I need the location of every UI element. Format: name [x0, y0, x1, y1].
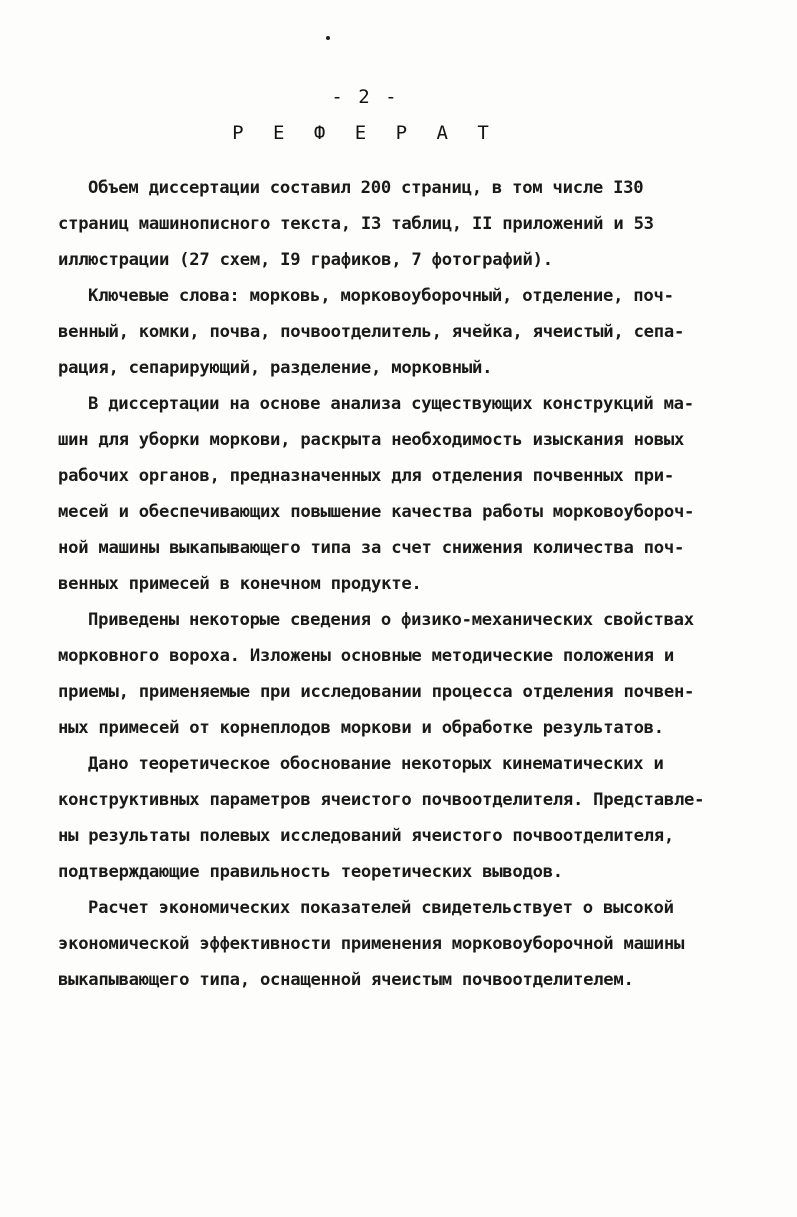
page-title: Р Е Ф Е Р А Т	[232, 122, 498, 144]
paragraph-keywords	[58, 278, 748, 386]
text-line: приемы, применяемые при исследовании процесса отделения почвен-	[58, 682, 695, 702]
text-line: конструктивных параметров ячеистого почвоотделителя. Представле-	[58, 790, 705, 810]
text-line: В диссертации на основе анализа существующих конструкций ма-	[88, 394, 694, 414]
text-line: венных примесей в конечном продукте.	[58, 574, 422, 594]
paragraph-analysis	[58, 386, 748, 602]
text-line: Ключевые слова: морковь, морковоуборочный, отделение, поч-	[88, 286, 674, 306]
text-line: морковного вороха. Изложены основные методические положения и	[58, 646, 674, 666]
text-line: иллюстрации (27 схем, I9 графиков, 7 фотографий).	[58, 250, 553, 270]
text-line: шин для уборки моркови, раскрыта необходимость изыскания новых	[58, 430, 685, 450]
text-line: Объем диссертации составил 200 страниц, в том числе I30	[88, 178, 644, 198]
page-number: - 2 -	[331, 86, 399, 108]
text-line: Дано теоретическое обоснование некоторых кинематических и	[88, 754, 664, 774]
paragraph-properties	[58, 602, 748, 746]
text-line: страниц машинописного текста, I3 таблиц, II приложений и 53	[58, 214, 654, 234]
text-line: ных примесей от корнеплодов моркови и обработке результатов.	[58, 718, 664, 738]
text-line: подтверждающие правильность теоретических выводов.	[58, 862, 563, 882]
text-line: месей и обеспечивающих повышение качества работы морковоубороч-	[58, 502, 695, 522]
ink-speck	[326, 36, 330, 40]
text-line: Расчет экономических показателей свидетельствует о высокой	[88, 898, 674, 918]
paragraph-volume	[58, 170, 748, 278]
abstract-body	[58, 170, 748, 998]
paragraph-economics	[58, 890, 748, 998]
paragraph-theory	[58, 746, 748, 890]
text-line: ны результаты полевых исследований ячеистого почвоотделителя,	[58, 826, 674, 846]
text-line: выкапывающего типа, оснащенной ячеистым почвоотделителем.	[58, 970, 634, 990]
text-line: рабочих органов, предназначенных для отделения почвенных при-	[58, 466, 674, 486]
text-line: рация, сепарирующий, разделение, морковный.	[58, 358, 493, 378]
text-line: экономической эффективности применения морковоуборочной машины	[58, 934, 685, 954]
text-line: ной машины выкапывающего типа за счет снижения количества поч-	[58, 538, 685, 558]
text-line: Приведены некоторые сведения о физико-механических свойствах	[88, 610, 694, 630]
text-line: венный, комки, почва, почвоотделитель, ячейка, ячеистый, сепа-	[58, 322, 685, 342]
